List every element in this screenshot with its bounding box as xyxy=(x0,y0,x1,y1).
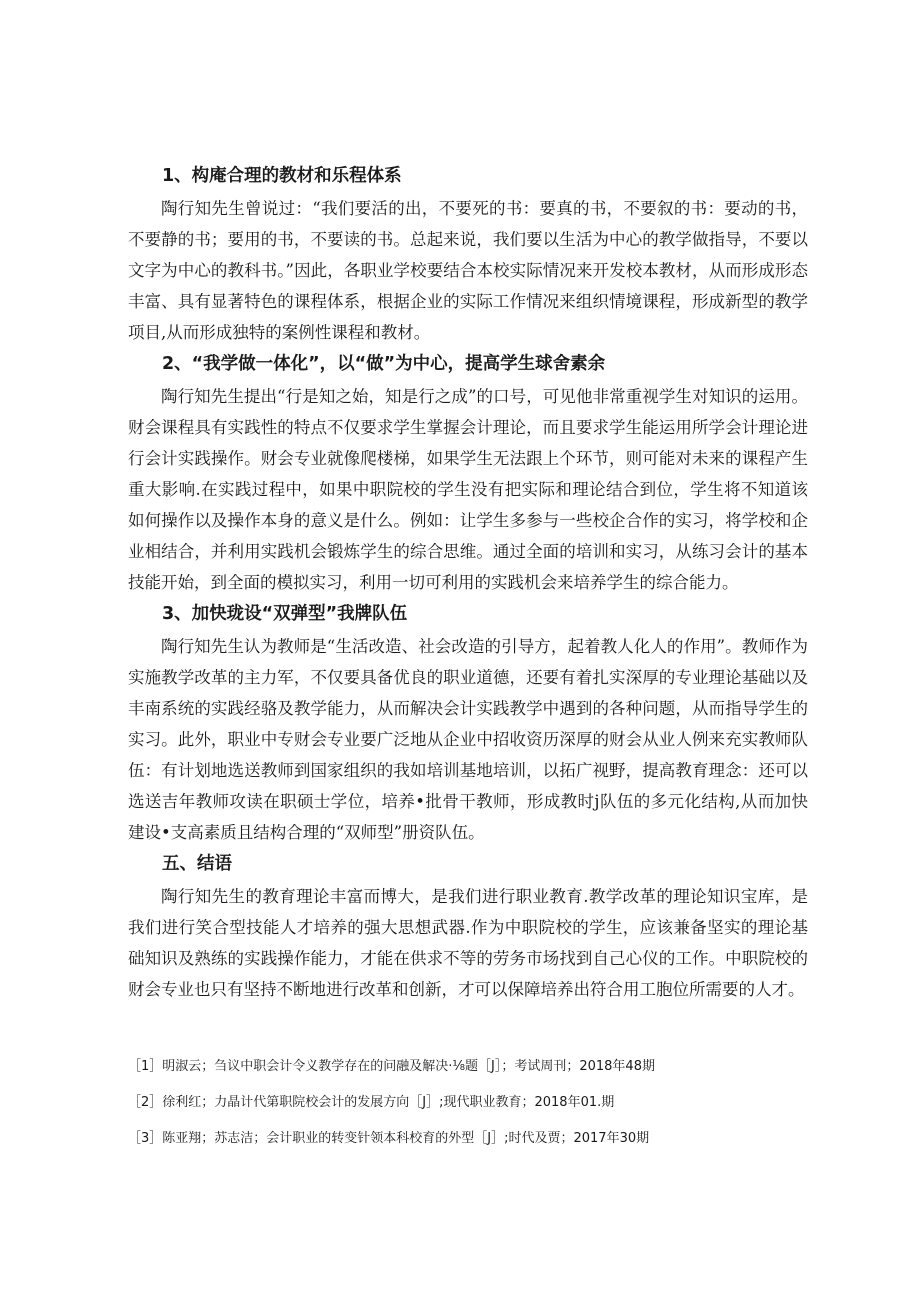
section-paragraph-3: 陶行知先生认为教师是“生活改造、社会改造的引导方，起着教人化人的作用”。教师作为实施教学改革的主力军，不仅要具备优良的职业道德，还要有着扎实深厚的专业理论基础以及丰南系统的实践经骆及教学能力，从而解决会计实践教学中遇到的各种问题，从而指导学生的实习。此外，职业中专财会专业要广泛地从企业中招收资历深厚的财会从业人例来充实教师队伍：有计划地选送教师到国家组织的我如培训基地培训，以拓广视野，提高教育理念：还可以选送吉年教师攻读在职硕士学位，培养•批骨干教师，形成教时j队伍的多元化结构,从而加快建设•支高素质且结构合理的“双师型”册资队伍。 xyxy=(128,637,808,842)
section-heading-2: 2、“我学做一体化”，以“做”为中心，提高学生球舍素余 xyxy=(162,354,606,374)
section-paragraph-conclusion: 陶行知先生的教育理论丰富而博大，是我们进行职业教育.教学改革的理论知识宝库，是我们进行笑合型技能人才培养的强大思想武器.作为中职院校的学生，应该兼备坚实的理论基础知识及熟练的实践操作能力，才能在供求不等的劳务市场找到自己心仪的工作。中职院校的财会专业也只有坚持不断地进行改革和创新，才可以保障培养出符合用工胞位所需要的人才。 xyxy=(128,887,808,999)
section-heading-3: 3、加快珑设“双弹型”我牌队伍 xyxy=(162,604,408,624)
reference-list xyxy=(128,1049,828,1157)
section-paragraph-1: 陶行知先生曾说过：“我们要活的出，不要死的书：要真的书，不要叙的书：要动的书，不要静的书；要用的书，不要读的书。总起来说，我们要以生活为中心的教学做指导，不要以文字为中心的教科书。”因此，各职业学校要结合本校实际情况来开发校本教材，从而形成形态丰富、具有显著特色的课程体系，根据企业的实际工作情况来组织情境课程，形成新型的教学项目,从而形成独特的案例性课程和教材。 xyxy=(128,199,808,342)
reference-item-1: ［1］明淑云；刍议中职会计令义教学存在的问融及解决·⅛题［J］；考试周刊；2018年48期 xyxy=(128,1059,655,1074)
reference-item-2: ［2］徐利红；力晶计代第职院校会计的发展方向［J］;现代职业教育；2018年01.期 xyxy=(128,1095,615,1110)
reference-item-3: ［3］陈亚翔；苏志洁；会计职业的转变针领本科校育的外型［J］;时代及贾；2017年30期 xyxy=(128,1131,650,1146)
section-heading-conclusion: 五、结语 xyxy=(162,854,232,874)
section-paragraph-2: 陶行知先生提出“行是知之始，知是行之成”的口号，可见他非常重视学生对知识的运用。财会课程具有实践性的特点不仅要求学生掌握会计理论，而且要求学生能运用所学会计理论进行会计实践操作。财会专业就像爬楼梯，如果学生无法跟上个环节，则可能对未来的课程产生重大影响.在实践过程中，如果中职院校的学生没有把实际和理论结合到位，学生将不知道该如何操作以及操作本身的意义是什么。例如：让学生多参与一些校企合作的实习，将学校和企业相结合，并利用实践机会锻炼学生的综合思维。通过全面的培训和实习，从练习会计的基本技能开始，到全面的模拟实习，利用一切可利用的实践机会来培养学生的综合能力。 xyxy=(128,387,808,592)
body-text xyxy=(128,160,808,1005)
section-heading-1: 1、构庵合理的教材和乐程体系 xyxy=(162,166,402,186)
